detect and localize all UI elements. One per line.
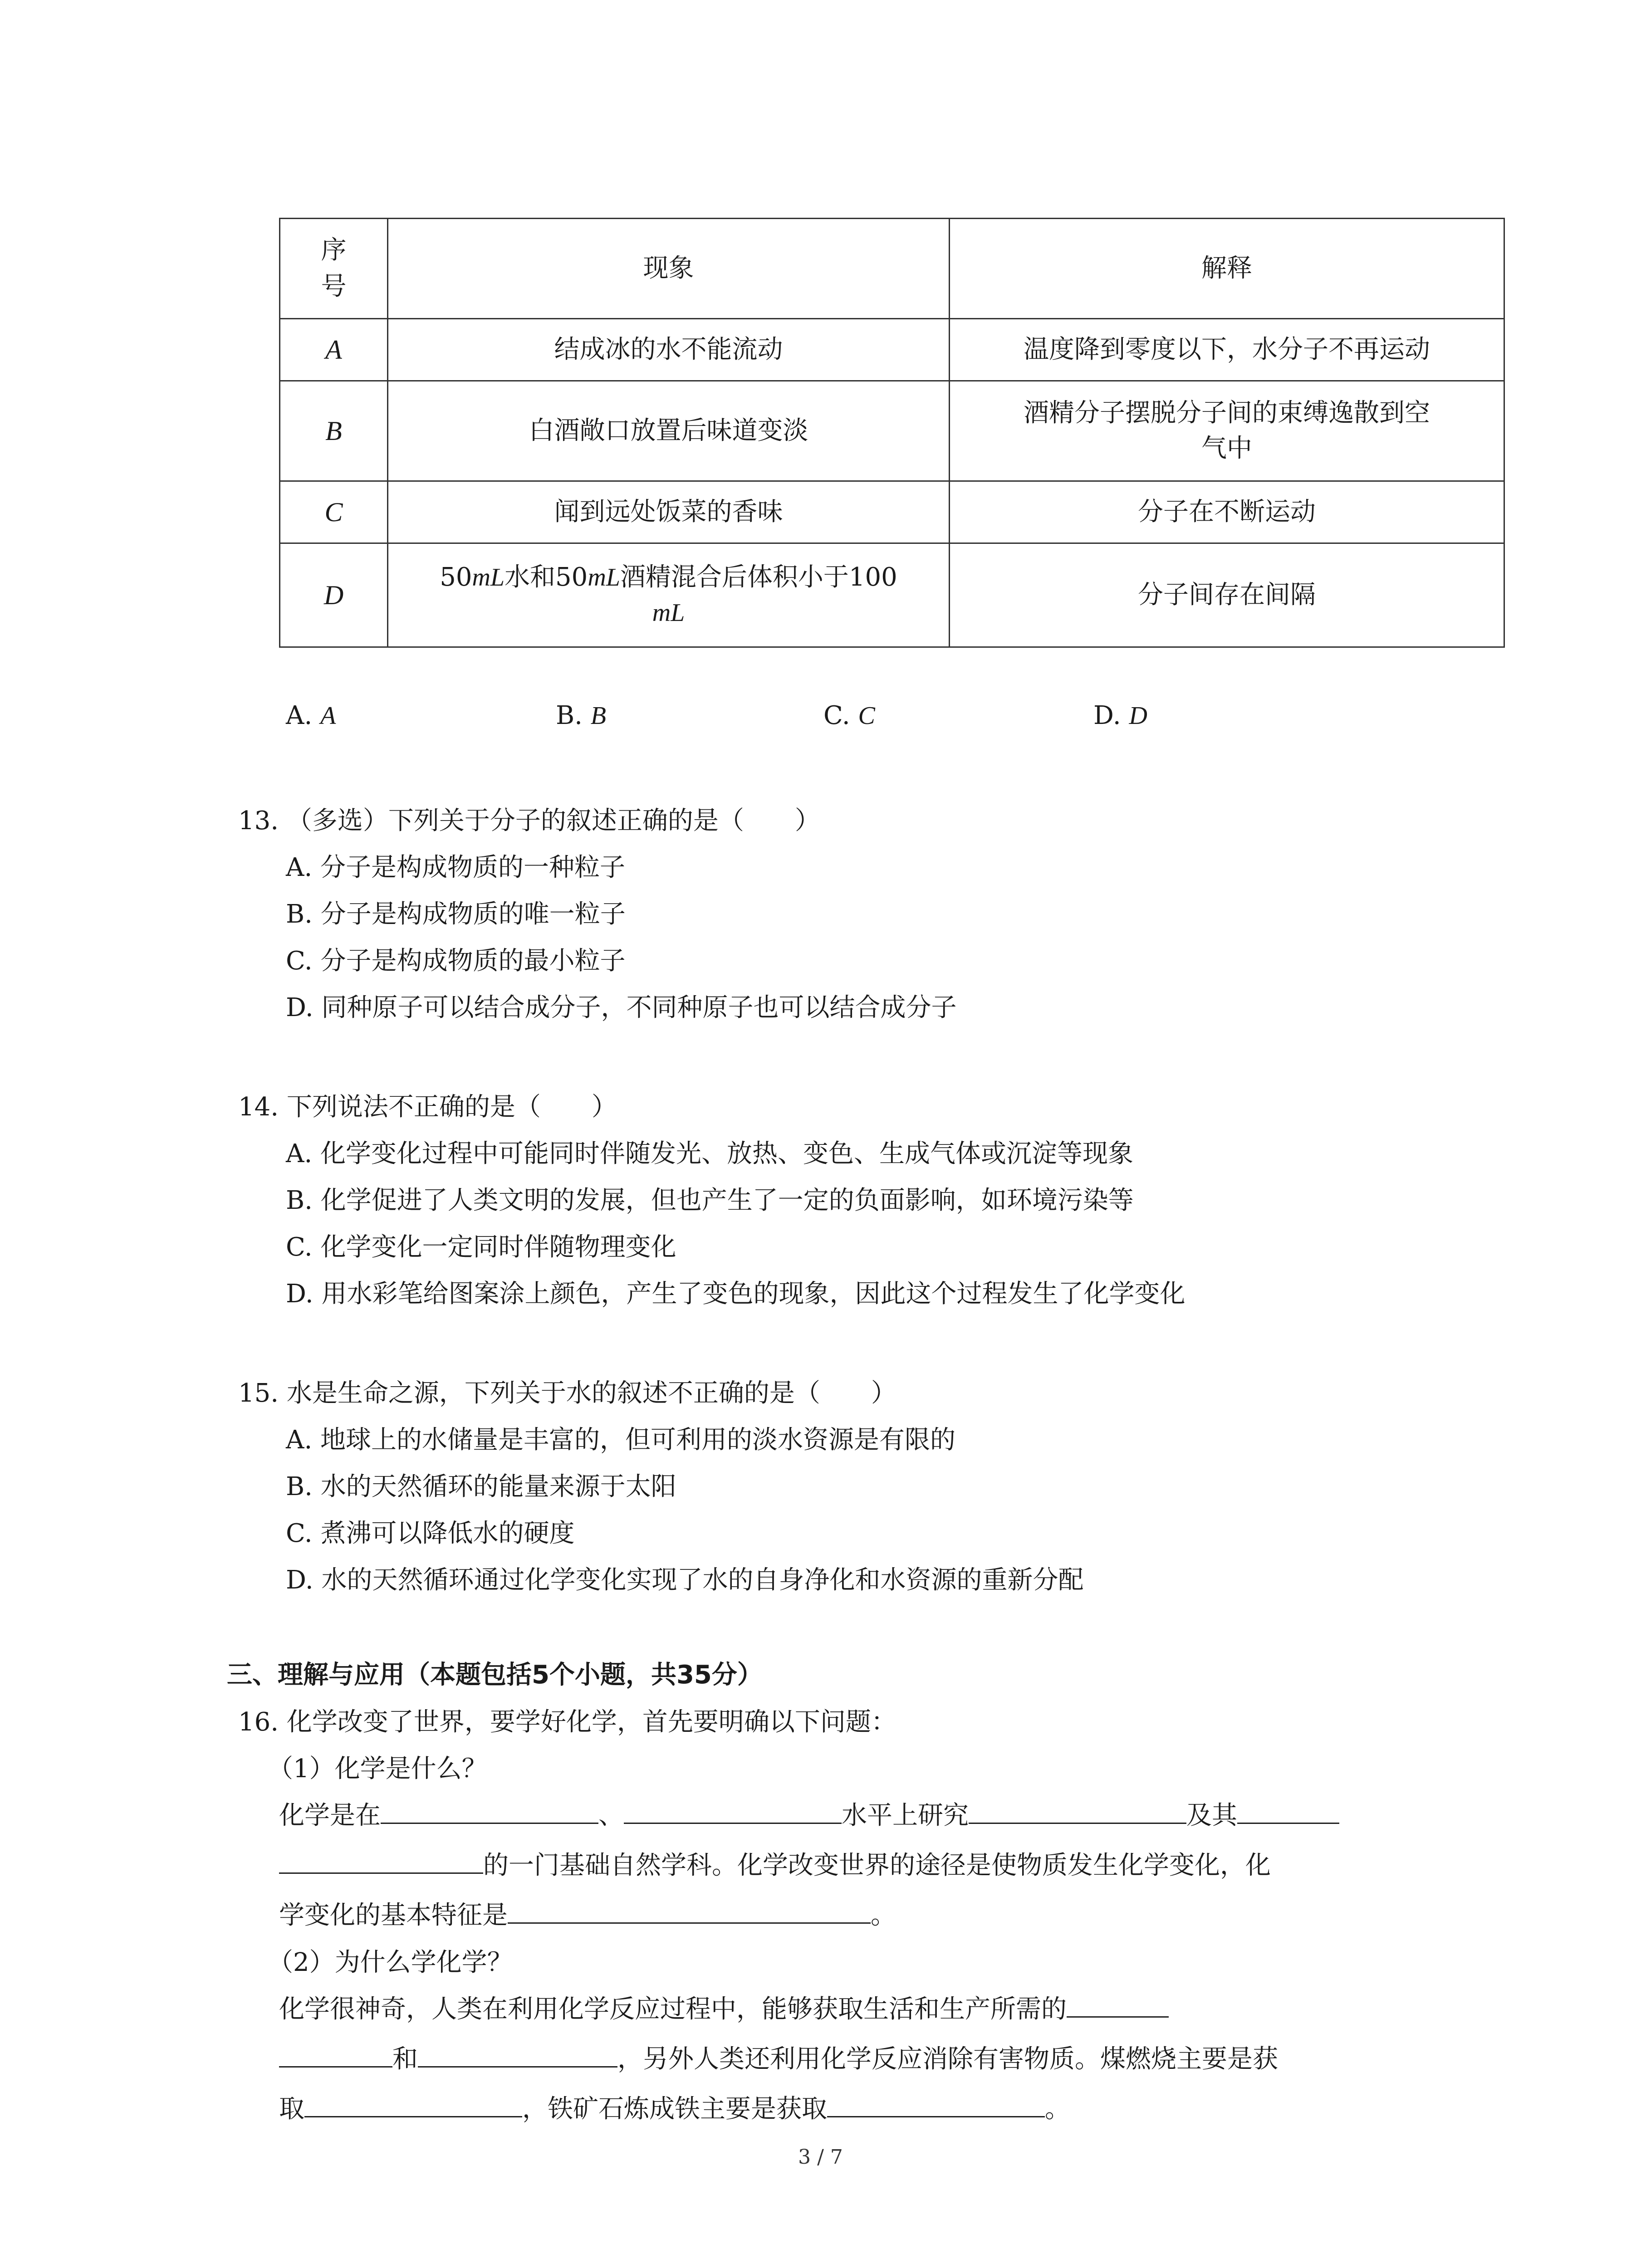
fill-blank[interactable]	[381, 1795, 598, 1824]
q16-sub2-line1: 化学很神奇，人类在利用化学反应过程中，能够获取生活和生产所需的	[279, 1989, 1169, 2025]
q15-option: B. 水的天然循环的能量来源于太阳	[286, 1472, 676, 1501]
q16-sub1-line2: 的一门基础自然学科。化学改变世界的途径是使物质发生化学变化，化	[279, 1845, 1271, 1882]
row-explanation: 温度降到零度以下，水分子不再运动	[950, 318, 1504, 381]
fill-blank[interactable]	[624, 1795, 842, 1824]
row-phenomenon: 50mL水和50mL酒精混合后体积小于100 mL	[388, 543, 950, 647]
row-phenomenon: 闻到远处饭菜的香味	[388, 481, 950, 543]
q12-option-b: B. B	[556, 701, 606, 730]
fill-blank[interactable]	[1067, 1989, 1169, 2018]
q13-option: A. 分子是构成物质的一种粒子	[286, 853, 626, 882]
q15-option: C. 煮沸可以降低水的硬度	[286, 1519, 575, 1548]
header-phenomenon: 现象	[388, 219, 950, 319]
row-id: D	[280, 543, 388, 647]
table-header-row	[280, 219, 1504, 319]
header-serial: 序号	[280, 219, 388, 319]
q15-option: A. 地球上的水储量是丰富的，但可利用的淡水资源是有限的	[286, 1425, 956, 1455]
row-explanation: 分子在不断运动	[950, 481, 1504, 543]
row-id: B	[280, 381, 388, 481]
phenomena-table	[279, 218, 1505, 648]
table-row	[280, 381, 1504, 481]
row-phenomenon: 结成冰的水不能流动	[388, 318, 950, 381]
q16-sub1-line1: 化学是在 、 水平上研究 及其	[279, 1795, 1339, 1832]
q13-stem: 13. （多选）下列关于分子的叙述正确的是（ ）	[238, 806, 820, 836]
q16-sub2-line3: 取 ，铁矿石炼成铁主要是获取 。	[279, 2089, 1070, 2125]
q16-stem: 16. 化学改变了世界，要学好化学，首先要明确以下问题：	[238, 1707, 896, 1737]
fill-blank[interactable]	[827, 2089, 1045, 2117]
q16-sub2-line2: 和 ，另外人类还利用化学反应消除有害物质。煤燃烧主要是获	[279, 2039, 1278, 2075]
fill-blank[interactable]	[1237, 1795, 1339, 1824]
row-id: C	[280, 481, 388, 543]
q13-option: C. 分子是构成物质的最小粒子	[286, 946, 626, 976]
q13-option: B. 分子是构成物质的唯一粒子	[286, 899, 626, 929]
q16-sub1-line3: 学变化的基本特征是 。	[279, 1895, 896, 1931]
q12-option-c: C. C	[823, 701, 875, 730]
fill-blank[interactable]	[279, 1845, 483, 1874]
q12-option-d: D. D	[1093, 701, 1147, 730]
q16-sub2-title: （2）为什么学化学？	[268, 1948, 513, 1977]
q16-sub1-title: （1）化学是什么？	[268, 1754, 487, 1784]
table-row	[280, 481, 1504, 543]
q12-option-a: A. A	[286, 701, 336, 730]
row-explanation: 酒精分子摆脱分子间的束缚逸散到空 气中	[950, 381, 1504, 481]
q13-option: D. 同种原子可以结合成分子，不同种原子也可以结合成分子	[286, 993, 957, 1022]
q14-option: B. 化学促进了人类文明的发展，但也产生了一定的负面影响，如环境污染等	[286, 1186, 1134, 1215]
q15-stem: 15. 水是生命之源，下列关于水的叙述不正确的是（ ）	[238, 1378, 896, 1408]
fill-blank[interactable]	[508, 1895, 871, 1924]
fill-blank[interactable]	[304, 2089, 522, 2117]
row-id: A	[280, 318, 388, 381]
q15-option: D. 水的天然循环通过化学变化实现了水的自身净化和水资源的重新分配	[286, 1565, 1084, 1595]
fill-blank[interactable]	[418, 2039, 617, 2068]
header-explanation: 解释	[950, 219, 1504, 319]
q14-option: A. 化学变化过程中可能同时伴随发光、放热、变色、生成气体或沉淀等现象	[286, 1139, 1134, 1168]
fill-blank[interactable]	[969, 1795, 1186, 1824]
table-row	[280, 318, 1504, 381]
q14-option: C. 化学变化一定同时伴随物理变化	[286, 1232, 676, 1262]
table-row	[280, 543, 1504, 647]
fill-blank[interactable]	[279, 2039, 392, 2068]
section-heading: 三、理解与应用（本题包括5个小题，共35分）	[227, 1660, 763, 1690]
page-number: 3 / 7	[798, 2146, 843, 2169]
q14-option: D. 用水彩笔给图案涂上颜色，产生了变色的现象，因此这个过程发生了化学变化	[286, 1279, 1185, 1309]
q14-stem: 14. 下列说法不正确的是（ ）	[238, 1092, 617, 1122]
row-phenomenon: 白酒敞口放置后味道变淡	[388, 381, 950, 481]
row-explanation: 分子间存在间隔	[950, 543, 1504, 647]
